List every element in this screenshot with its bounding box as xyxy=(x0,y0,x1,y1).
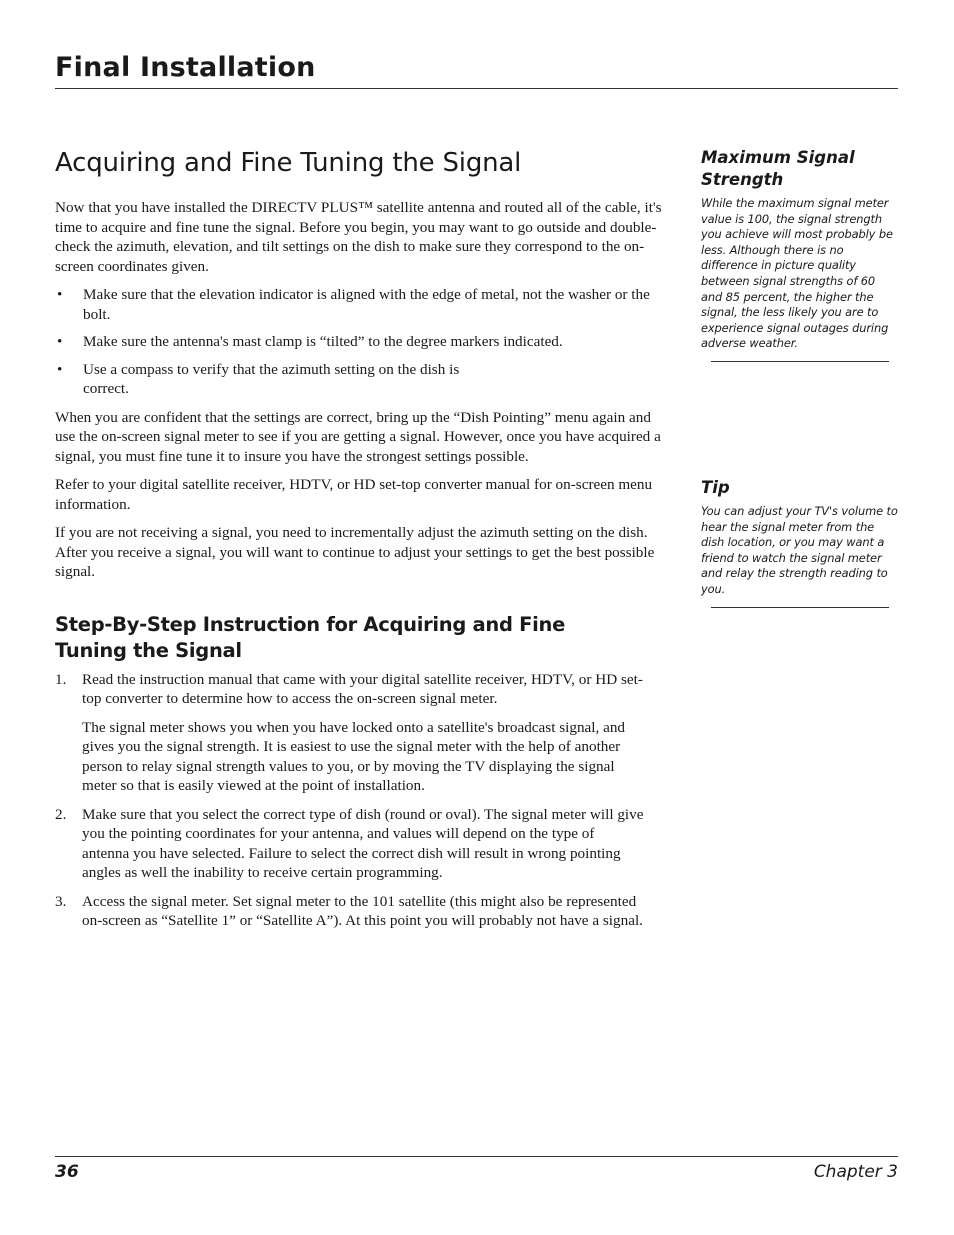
body-paragraph: When you are confident that the settings are correct, bring up the “Dish Pointing” menu again and use the on-screen signal meter to see if you are getting a signal. However, once you have acquired a signal, you must fine tune it to insure you have the strongest settings possible. xyxy=(55,408,661,465)
note-body: While the maximum signal meter value is 100, the signal strength you achieve will most probably be less. Although there is no difference in picture quality between signal strengths of 60 and 85 percent, the higher the signal, the less likely you are to experience signal outages during adverse weather. xyxy=(701,196,893,351)
step-item xyxy=(55,670,645,796)
chapter-label: Chapter 3 xyxy=(813,1162,898,1182)
step-number: 1. xyxy=(55,670,67,688)
bullet-text: Make sure that the elevation indicator is aligned with the edge of metal, not the washer or the bolt. xyxy=(83,286,650,323)
step-item xyxy=(55,805,645,883)
list-item xyxy=(55,360,670,399)
section-title: Acquiring and Fine Tuning the Signal xyxy=(55,148,522,178)
intro-paragraph: Now that you have installed the DIRECTV PLUS™ satellite antenna and routed all of the cable, it's time to acquire and fine tune the signal. Before you begin, you may want to go outside and double-check the azimuth, elevation, and tilt settings on the dish to make sure they correspond to the on-screen coordinates given. xyxy=(55,199,662,275)
main-column xyxy=(55,145,670,940)
chapter-header xyxy=(55,50,898,86)
chapter-title: Final Installation xyxy=(55,52,316,83)
note-title: Maximum Signal Strength xyxy=(701,148,855,189)
list-item xyxy=(55,285,670,324)
step-text: Access the signal meter. Set signal meter to the 101 satellite (this might also be represented on-screen as “Satellite 1” or “Satellite A”). At this point you will probably not have a signal. xyxy=(82,892,643,929)
note-divider xyxy=(711,361,889,362)
step-item xyxy=(55,892,645,931)
body-paragraph: If you are not receiving a signal, you need to incrementally adjust the azimuth setting on the dish. After you receive a signal, you will want to continue to adjust your settings to get the best possible signal. xyxy=(55,524,655,580)
step-text: Make sure that you select the correct type of dish (round or oval). The signal meter will give you the pointing coordinates for your antenna, and values will depend on the type of antenna you have selected. Failure to select the correct dish will result in wrong pointing angles as well the inability to receive certain programming. xyxy=(82,805,644,881)
step-number: 3. xyxy=(55,892,67,910)
page-number: 36 xyxy=(55,1162,79,1182)
bullet-icon: • xyxy=(57,333,63,350)
footer-rule xyxy=(55,1156,898,1157)
subsection-title: Step-By-Step Instruction for Acquiring and Fine Tuning the Signal xyxy=(55,612,566,662)
bullet-icon: • xyxy=(57,286,63,303)
checklist xyxy=(55,285,670,399)
bullet-text: Use a compass to verify that the azimuth setting on the dish is correct. xyxy=(83,360,460,397)
bullet-text: Make sure the antenna's mast clamp is “tilted” to the degree markers indicated. xyxy=(83,333,563,350)
step-text: Read the instruction manual that came with your digital satellite receiver, HDTV, or HD set-top converter to determine how to access the on-screen signal meter. xyxy=(82,670,643,707)
list-item xyxy=(55,332,670,352)
steps-list xyxy=(55,670,670,931)
note-title: Tip xyxy=(701,478,730,497)
step-number: 2. xyxy=(55,805,67,823)
body-paragraph: Refer to your digital satellite receiver, HDTV, or HD set-top converter manual for on-screen menu information. xyxy=(55,476,653,513)
note-body: You can adjust your TV's volume to hear the signal meter from the dish location, or you may want a friend to watch the signal meter and relay the strength reading to you. xyxy=(701,504,898,596)
step-detail: The signal meter shows you when you have locked onto a satellite's broadcast signal, and gives you the signal strength. It is easiest to use the signal meter with the help of another person to relay signal strength values to you, or by moving the TV displaying the signal meter so that is easily viewed at the point of installation. xyxy=(82,718,626,794)
sidebar-note-tip xyxy=(701,477,898,608)
sidebar-note-max-signal xyxy=(701,147,898,362)
note-divider xyxy=(711,607,889,608)
bullet-icon: • xyxy=(57,360,63,378)
header-rule xyxy=(55,88,898,89)
